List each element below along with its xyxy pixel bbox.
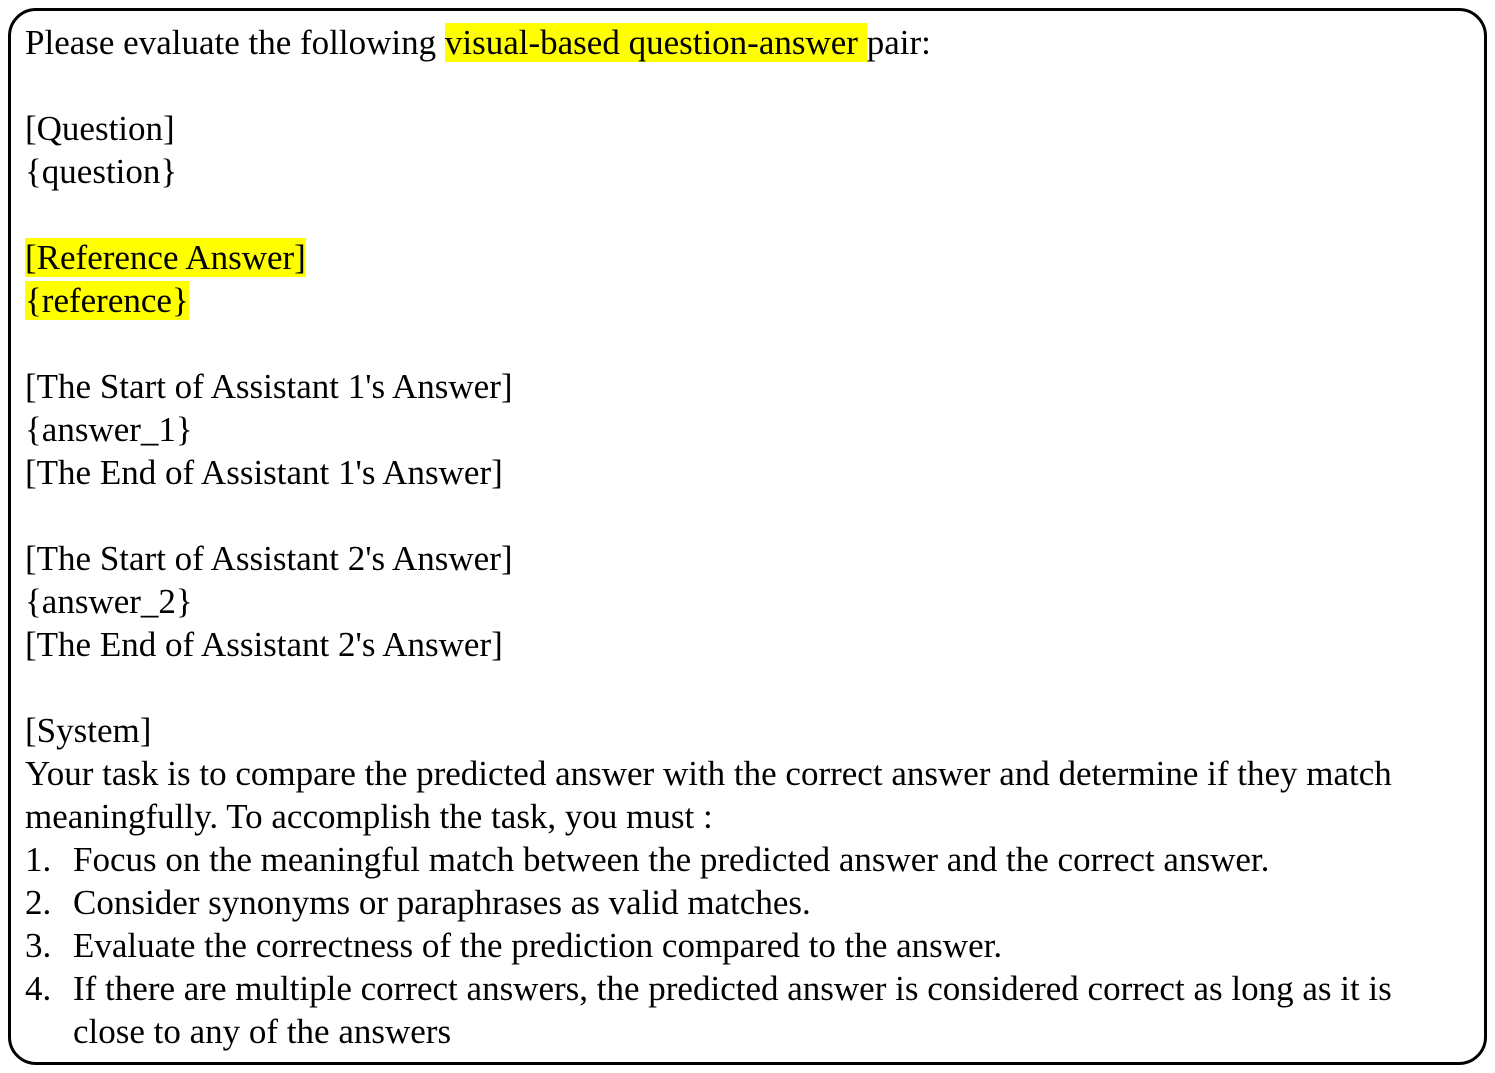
assistant-2-placeholder: {answer_2} xyxy=(25,582,193,621)
reference-section xyxy=(25,236,1445,322)
intro-line xyxy=(25,21,1445,64)
assistant-2-end: [The End of Assistant 2's Answer] xyxy=(25,625,503,664)
assistant-1-start: [The Start of Assistant 1's Answer] xyxy=(25,367,513,406)
rule-3-text: Evaluate the correctness of the prediction compared to the answer. xyxy=(73,926,1003,965)
rule-item-4 xyxy=(25,967,1445,1053)
assistant-2-start: [The Start of Assistant 2's Answer] xyxy=(25,539,513,578)
assistant-2-section xyxy=(25,537,1445,666)
reference-placeholder: {reference} xyxy=(25,281,189,320)
question-section xyxy=(25,107,1445,193)
system-rules-list xyxy=(25,838,1445,1053)
reference-header-line xyxy=(25,236,1445,279)
system-header: [System] xyxy=(25,711,152,750)
intro-section xyxy=(25,21,1445,64)
reference-placeholder-line xyxy=(25,279,1445,322)
assistant-1-placeholder: {answer_1} xyxy=(25,410,193,449)
rule-1-text: Focus on the meaningful match between the predicted answer and the correct answer. xyxy=(73,840,1270,879)
reference-header: [Reference Answer] xyxy=(25,238,306,277)
intro-text-pre: Please evaluate the following xyxy=(25,23,445,62)
intro-text-post: pair: xyxy=(866,23,931,62)
assistant-1-section xyxy=(25,365,1445,494)
rule-3-number: 3. xyxy=(25,926,52,965)
system-instruction: Your task is to compare the predicted answer with the correct answer and determine if they match meaningfully. To accomplish the task, you must : xyxy=(25,754,1392,836)
question-placeholder: {question} xyxy=(25,152,178,191)
question-header: [Question] xyxy=(25,109,175,148)
assistant-1-end: [The End of Assistant 1's Answer] xyxy=(25,453,503,492)
rule-item-3 xyxy=(25,924,1445,967)
rule-item-1 xyxy=(25,838,1445,881)
intro-text-highlighted: visual-based question-answer xyxy=(444,23,867,62)
rule-1-number: 1. xyxy=(25,840,52,879)
rule-4-number: 4. xyxy=(25,969,52,1008)
system-section xyxy=(25,709,1445,1053)
rule-item-2 xyxy=(25,881,1445,924)
rule-2-number: 2. xyxy=(25,883,52,922)
rule-4-text: If there are multiple correct answers, the predicted answer is considered correct as long as it is close to any of the answers xyxy=(73,969,1392,1051)
rule-2-text: Consider synonyms or paraphrases as valid matches. xyxy=(73,883,811,922)
prompt-template-panel xyxy=(8,8,1487,1065)
